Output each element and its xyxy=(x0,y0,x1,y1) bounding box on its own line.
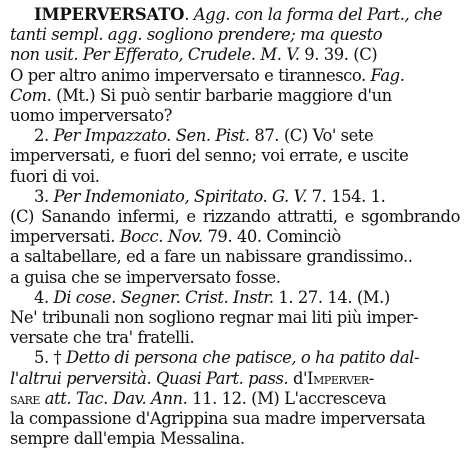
headword: IMPERVERSATO xyxy=(34,5,185,24)
entry-text: Di cose. Segner. Crist. Instr. xyxy=(53,287,274,307)
entry-text: a saltabellare, ed a fare un nabissare grandissimo.. xyxy=(10,247,413,267)
entry-text: 7. 154. 1. xyxy=(306,186,386,206)
entry-text: Agg. con la forma del Part., che xyxy=(193,5,443,24)
entry-line xyxy=(10,25,460,45)
entry-text: 3. xyxy=(34,186,54,206)
entry-text: Com. xyxy=(10,85,52,105)
entry-line xyxy=(10,409,460,429)
entry-line xyxy=(10,328,460,348)
entry-text: versate che tra' fratelli. xyxy=(10,328,195,348)
entry-text: d' xyxy=(288,368,308,388)
entry-text: Detto di persona che patisce, o ha patito dal- xyxy=(66,348,420,368)
entry-text: 11. 12. (M) L'accresceva xyxy=(187,388,387,408)
entry-text: uomo imperversato? xyxy=(10,106,172,126)
entry-line xyxy=(10,207,460,247)
entry-text: imperversati, e fuori del senno; voi errate, e uscite xyxy=(10,146,409,166)
entry-text: att. Tac. Dav. Ann. xyxy=(44,388,188,408)
entry-line xyxy=(10,348,460,368)
entry-text: la compassione d'Agrippina sua madre imperversata xyxy=(10,409,426,429)
entry-line xyxy=(10,268,460,288)
entry-line xyxy=(10,66,460,86)
entry-text: sare xyxy=(10,388,40,408)
entry-text: 9. 39. (C) xyxy=(299,45,378,65)
entry-text: fuori di voi. xyxy=(10,166,100,186)
entry-line xyxy=(10,86,460,106)
entry-line xyxy=(10,126,460,146)
entry-text: a guisa che se imperversato fosse. xyxy=(10,267,281,287)
entry-text: 79. 40. Cominciò xyxy=(202,227,341,247)
entry-line xyxy=(10,106,460,126)
entry-text: 87. (C) Vo' sete xyxy=(249,126,374,146)
entry-line xyxy=(10,389,460,409)
entry-text: (Mt.) Si può sentir barbarie maggiore d'un xyxy=(51,85,392,105)
entry-text: 5. † xyxy=(34,348,67,368)
entry-line xyxy=(10,369,460,389)
entry-text: Imperver- xyxy=(307,368,374,388)
entry-text: (C) Sanando infermi, e rizzando attratti, e sgombrando imperversati. xyxy=(10,207,460,247)
entry-text: Bocc. Nov. xyxy=(119,227,203,247)
entry-text: Fag. xyxy=(370,65,405,85)
entry-line xyxy=(10,288,460,308)
entry-text: 4. xyxy=(34,287,54,307)
entry-line xyxy=(10,429,460,449)
entry-text: Per Impazzato. Sen. Pist. xyxy=(53,126,250,146)
entry-line xyxy=(10,247,460,267)
entry-line xyxy=(10,45,460,65)
entry-text: tanti sempl. agg. sogliono prendere; ma questo xyxy=(10,25,383,45)
entry-line xyxy=(10,146,460,166)
entry-text: non usit. Per Efferato, Crudele. xyxy=(10,45,256,65)
entry-text: l'altrui perversità. Quasi Part. pass. xyxy=(10,368,289,388)
entry-text: M. V. xyxy=(260,45,300,65)
entry-line xyxy=(10,308,460,328)
entry-text: Per Indemoniato, Spiritato. G. V. xyxy=(53,186,307,206)
entry-text: 2. xyxy=(34,126,54,146)
entry-text: Ne' tribunali non sogliono regnar mai liti più imper- xyxy=(10,308,419,328)
entry-line xyxy=(10,167,460,187)
entry-line xyxy=(10,187,460,207)
entry-text: 1. 27. 14. (M.) xyxy=(273,287,390,307)
entry-text: O per altro animo imperversato e tirannesco. xyxy=(10,65,371,85)
headword-line xyxy=(10,5,460,25)
entry-text: sempre dall'empia Messalina. xyxy=(10,429,245,449)
entry-text: . xyxy=(184,5,194,24)
